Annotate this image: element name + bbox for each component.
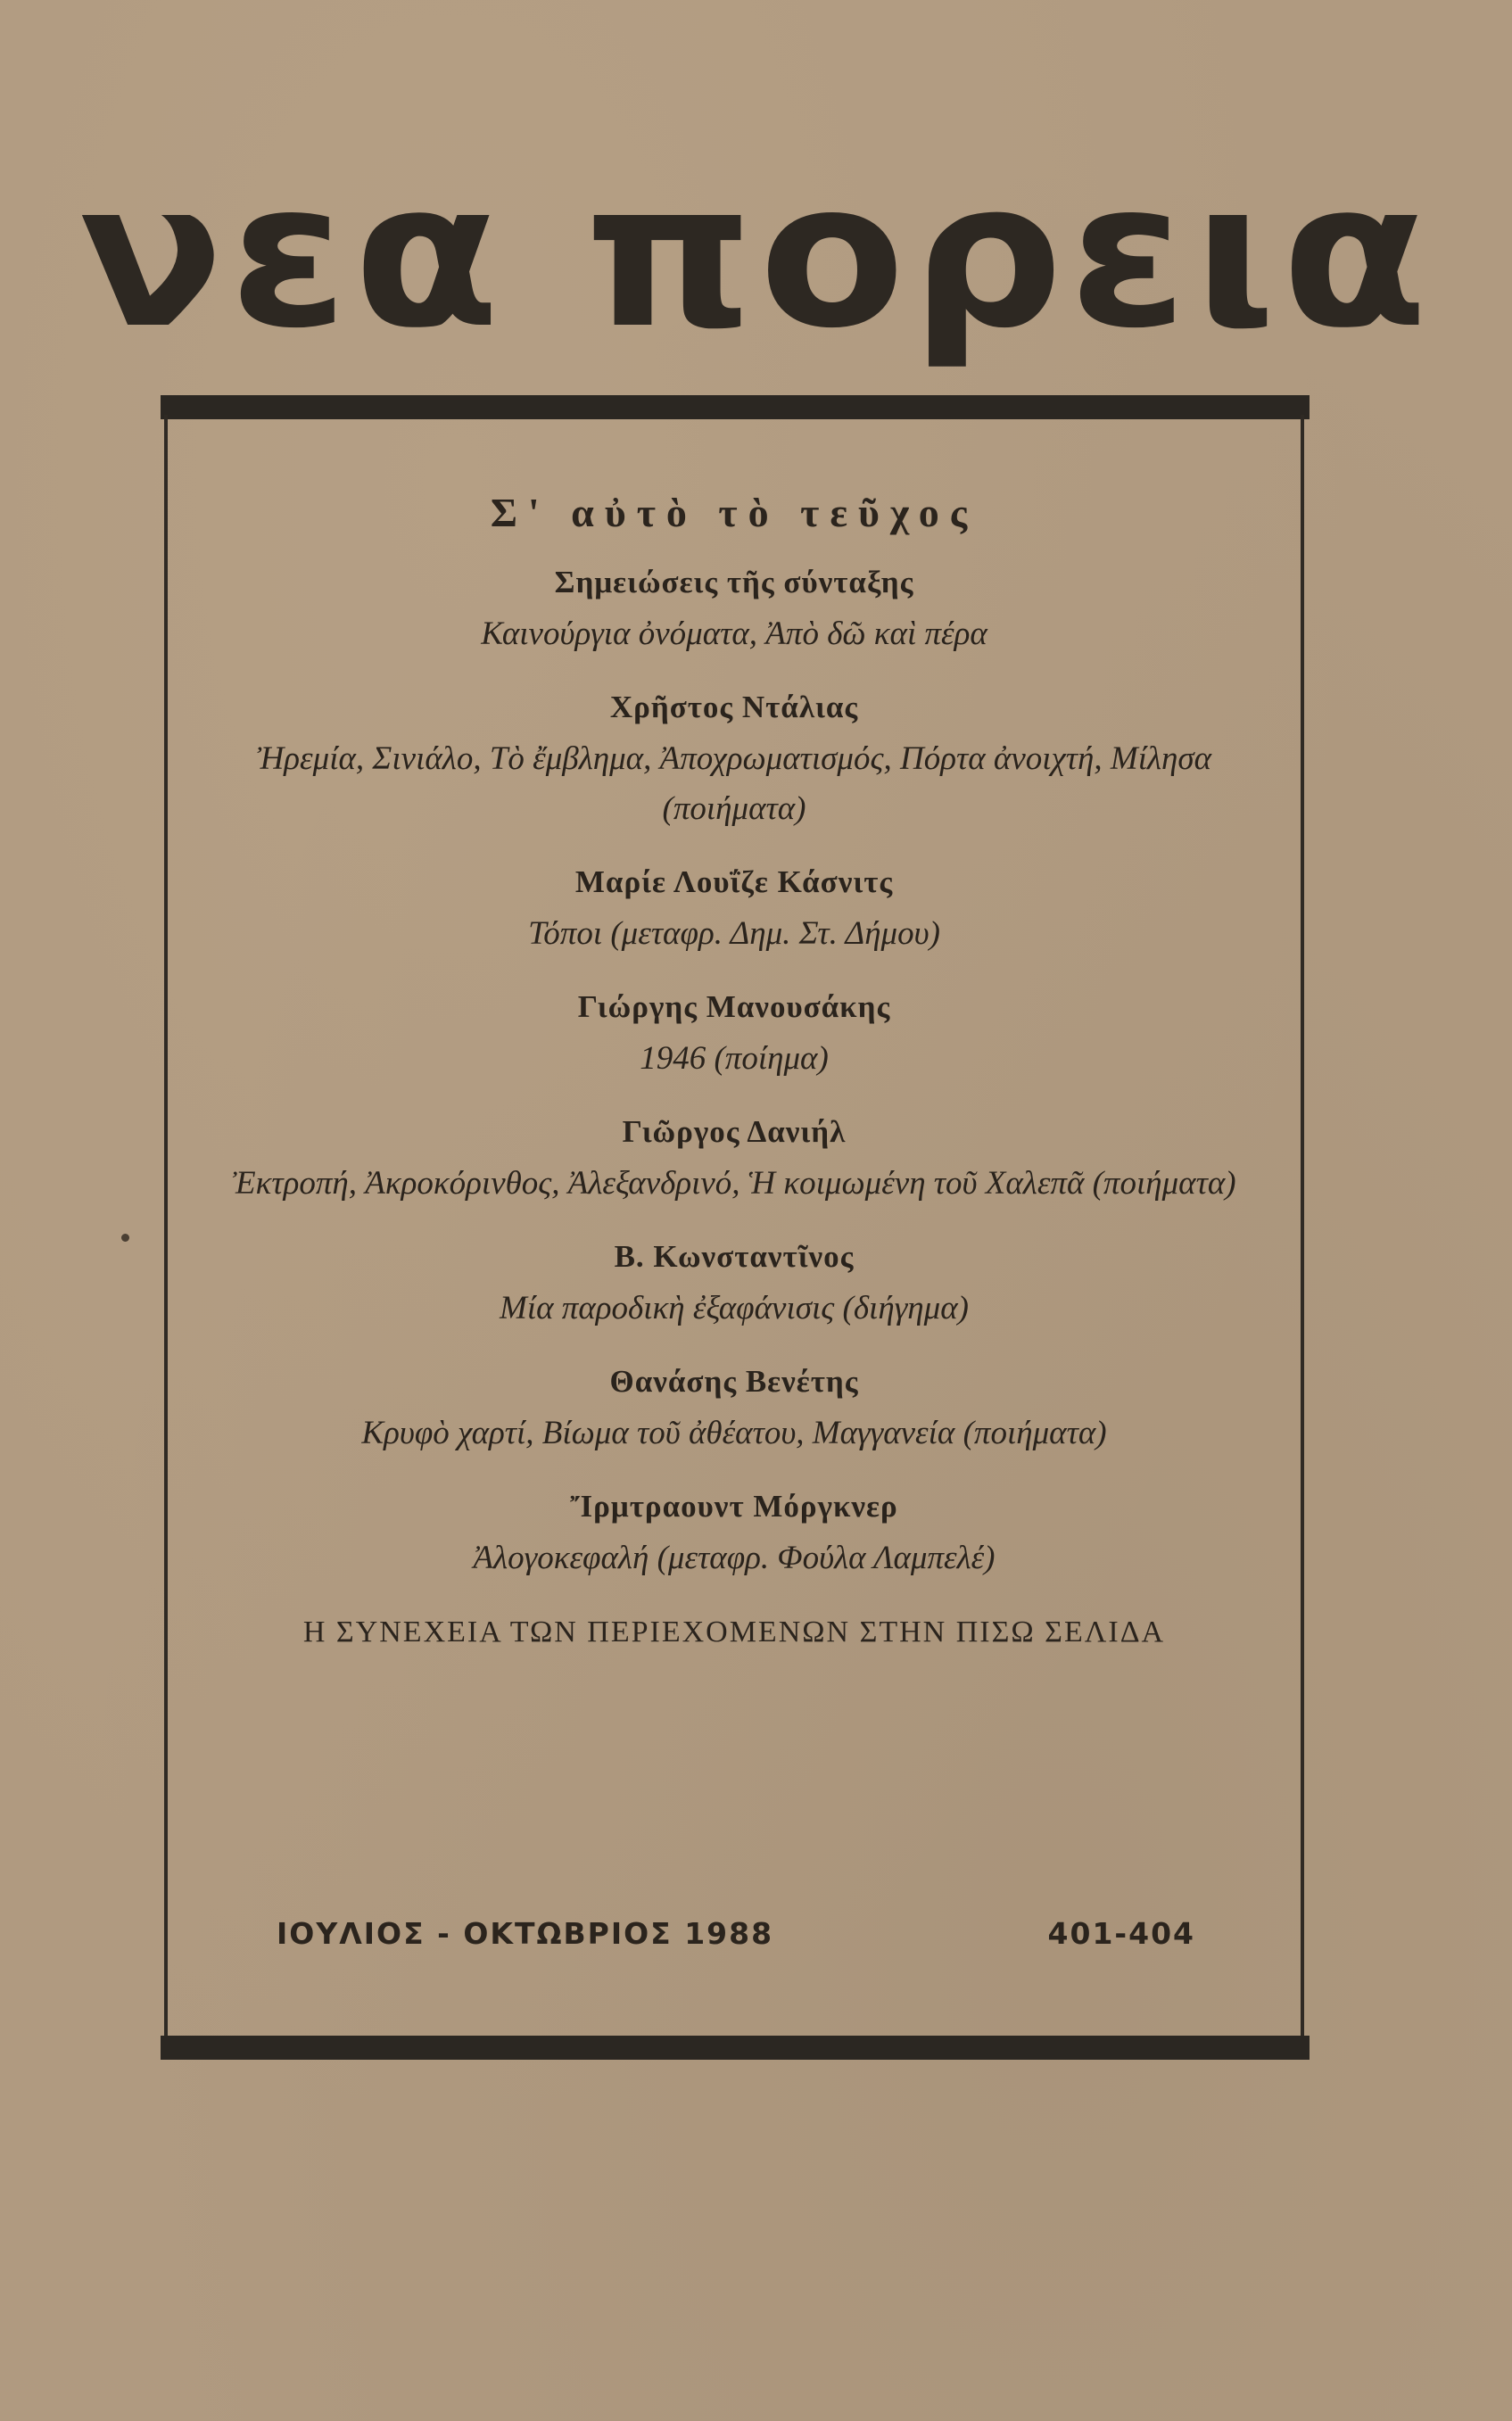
entry-author: Β. Κωνσταντῖνος: [614, 1239, 855, 1274]
entry-title: Μία παροδικὴ ἐξαφάνισις (διήγημα): [500, 1290, 969, 1326]
entry-title: Καινούργια ὀνόματα, Ἀπὸ δῶ καὶ πέρα: [481, 616, 987, 652]
contents-entry: [164, 1480, 1304, 1583]
entry-title: Ἠρεμία, Σινιάλο, Τὸ ἔμβλημα, Ἀποχρωματισμός, Πόρτα ἀνοιχτή, Μίλησα (ποιήματα): [256, 740, 1212, 827]
contents-entry: [164, 1230, 1304, 1334]
entry-title: Ἀλογοκεφαλή (μεταφρ. Φούλα Λαμπελέ): [473, 1540, 996, 1576]
paper-speck: [121, 1234, 129, 1242]
continuation-note: Η ΣΥΝΕΧΕΙΑ ΤΩΝ ΠΕΡΙΕΧΟΜΕΝΩΝ ΣΤΗΝ ΠΙΣΩ ΣΕΛΙΔΑ: [302, 1615, 1166, 1648]
contents-entry: [164, 556, 1304, 659]
entry-title: Κρυφὸ χαρτί, Βίωμα τοῦ ἀθέατου, Μαγγανεία (ποιήματα): [361, 1415, 1107, 1451]
masthead-title: νεα πορεια: [78, 139, 1434, 373]
entry-author: Ἴρμτραουντ Μόργκνερ: [570, 1489, 898, 1524]
contents-list: [164, 556, 1304, 1583]
entry-author: Χρῆστος Ντάλιας: [609, 690, 859, 724]
contents-entry: [164, 681, 1304, 834]
entry-title: Τόποι (μεταφρ. Δημ. Στ. Δήμου): [528, 915, 940, 952]
contents-entry: [164, 855, 1304, 959]
contents-entry: [164, 1105, 1304, 1209]
contents-entry: [164, 1355, 1304, 1458]
bottom-rule: [161, 2036, 1310, 2060]
issue-date: ΙΟΥΛΙΟΣ - ΟΚΤΩΒΡΙΟΣ 1988: [277, 1916, 774, 1951]
entry-author: Σημειώσεις τῆς σύνταξης: [554, 565, 914, 599]
entry-author: Γιῶργος Δανιήλ: [622, 1114, 847, 1149]
contents-entry: [164, 980, 1304, 1084]
entry-author: Θανάσης Βενέτης: [609, 1364, 859, 1399]
entry-author: Μαρίε Λουΐζε Κάσνιτς: [574, 864, 894, 899]
issue-numbers: 401-404: [1047, 1916, 1195, 1951]
entry-title: 1946 (ποίημα): [640, 1040, 829, 1077]
entry-author: Γιώργης Μανουσάκης: [577, 989, 891, 1024]
entry-title: Ἐκτροπή, Ἀκροκόρινθος, Ἀλεξανδρινό, Ἡ κοιμωμένη τοῦ Χαλεπᾶ (ποιήματα): [232, 1165, 1236, 1202]
contents-heading: Σ' αὐτὸ τὸ τεῦχος: [490, 490, 979, 535]
table-of-contents: [164, 419, 1304, 1649]
